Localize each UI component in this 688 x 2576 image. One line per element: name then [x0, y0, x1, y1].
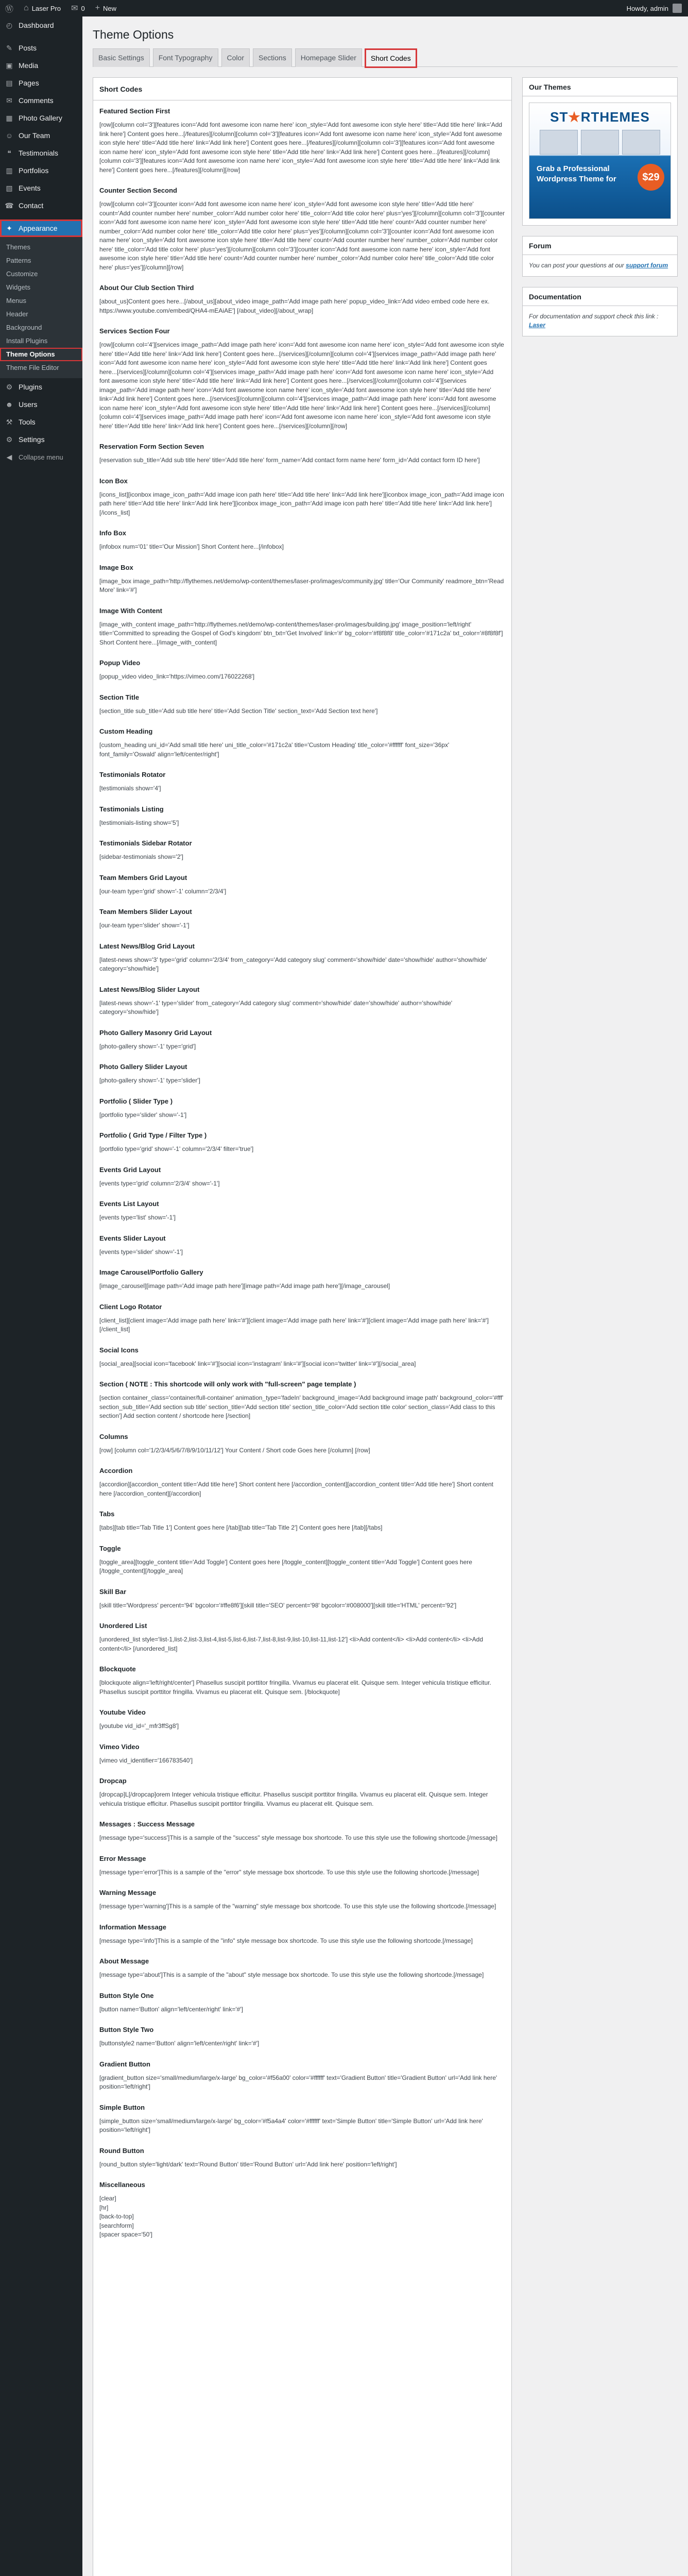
- documentation-link[interactable]: Laser: [529, 321, 546, 329]
- shortcode-item: [99, 1432, 505, 1455]
- shortcode-code[interactable]: [vimeo vid_identifier='166783540']: [99, 1756, 193, 1764]
- promo-price-badge: $29: [638, 164, 664, 191]
- menu-testimonials[interactable]: [0, 144, 82, 162]
- comments-count: 0: [81, 4, 85, 12]
- shortcode-code[interactable]: [client_list][client image='Add image path here' link='#'][client image='Add image path here' link='#'][client image='Add image path here' link='#'][/client_list]: [99, 1316, 489, 1333]
- menu-label: Events: [19, 184, 41, 192]
- promo-logo: [529, 109, 670, 125]
- shortcode-code[interactable]: [button name='Button' align='left/center/right' link='#']: [99, 2005, 243, 2013]
- shortcode-code[interactable]: [skill title='Wordpress' percent='94' bgcolor='#ffe8f6'][skill title='SEO' percent='98' bgcolor='#008000'][skill title='HTML' percent='92']: [99, 1601, 457, 1609]
- documentation-box: [522, 287, 678, 336]
- home-icon: ⌂: [24, 4, 29, 12]
- shortcode-code[interactable]: [row][column col='4'][services image_path='Add image path here' icon='Add font awesome icon name here' icon_style='Add font awesome icon style here' title='Add title here' link='Add link here'] Content goes here...[/services][/column][column col='4'][services image_path='Add image path here' icon='Add font awesome icon name here' icon_style='Add font awesome icon style here' title='Add title here' link='Add link here'] Content goes here...[/services][/column][column col='4'][services image_path='Add image path here' icon='Add font awesome icon name here' icon_style='Add font awesome icon style here' title='Add title here' link='Add link here'] Content goes here...[/services][/column][column col='4'][services image_path='Add image path here' icon='Add font awesome icon name here' icon_style='Add font awesome icon style here' title='Add title here' link='Add link here'] Content goes here...[/services][/column][column col='4'][services image_path='Add image path here' icon='Add font awesome icon name here' icon_style='Add font awesome icon style here' title='Add title here' link='Add link here'] Content goes here...[/services][/column][column col='4'][services image_path='Add image path here' icon='Add font awesome icon name here' icon_style='Add font awesome icon style here' title='Add title here' link='Add link here'] Content goes here...[/services][/column][/row]: [99, 341, 504, 430]
- shortcode-item: [99, 1621, 505, 1653]
- shortcode-item: [99, 1346, 505, 1369]
- shortcode-item: [99, 563, 505, 595]
- submenu-menus[interactable]: Menus: [6, 297, 27, 304]
- forum-description: You can post your questions at our: [529, 262, 624, 269]
- shortcode-item: [99, 1665, 505, 1697]
- star-icon: ★: [568, 109, 581, 125]
- shortcode-code[interactable]: [about_us]Content goes here...[/about_us][about_video image_path='Add image path here' popup_video_link='Add video embed code here ex. https://www.youtube.com/embed/QHA4-mEAiAE'] [/about_video][/about_wrap]: [99, 298, 490, 314]
- shortcode-label: Warning Message: [99, 1889, 157, 1896]
- shortcode-item: [99, 442, 505, 465]
- shortcode-item: [99, 1199, 505, 1223]
- pages-icon: ▤: [6, 78, 13, 87]
- menu-photo-gallery[interactable]: [0, 109, 82, 127]
- shortcode-item: [99, 186, 505, 272]
- panel-title: Short Codes: [93, 78, 511, 100]
- shortcode-label: Button Style One: [99, 1991, 154, 1999]
- shortcode-label: Image Carousel/Portfolio Gallery: [99, 1268, 203, 1276]
- shortcode-label: Vimeo Video: [99, 1742, 140, 1751]
- menu-comments[interactable]: [0, 92, 82, 109]
- shortcode-label: Image With Content: [99, 606, 162, 615]
- shortcode-label: Skill Bar: [99, 1587, 127, 1596]
- shortcode-item: [99, 1234, 505, 1257]
- shortcode-code[interactable]: [latest-news show='3' type='grid' column='2/3/4' from_category='Add category slug' comment='show/hide' date='show/hide' author='show/hide' category='show/hide']: [99, 956, 487, 972]
- shortcode-item: [99, 873, 505, 896]
- shortcode-code[interactable]: [buttonstyle2 name='Button' align='left/center/right' link='#']: [99, 2040, 260, 2047]
- shortcode-item: [99, 107, 505, 175]
- new-label: New: [103, 4, 117, 12]
- shortcode-item: [99, 770, 505, 793]
- shortcode-code[interactable]: [row][column col='3'][features icon='Add font awesome icon name here' icon_style='Add font awesome icon style here' title='Add title here' link='Add link here'] Content goes here...[/features][/column][column col='3'][features icon='Add font awesome icon name here' icon_style='Add font awesome icon style here' title='Add title here' link='Add link here'] Content goes here...[/features][/column][column col='3'][features icon='Add font awesome icon name here' icon_style='Add font awesome icon style here' title='Add title here' link='Add link here'] Content goes here...[/features][/column][column col='3'][features icon='Add font awesome icon name here' icon_style='Add font awesome icon style here' title='Add title here' link='Add link here'] Content goes here...[/features][/column][/row]: [99, 121, 503, 174]
- wordpress-menu[interactable]: [0, 0, 19, 16]
- main-content: [82, 16, 688, 2576]
- submenu-widgets[interactable]: Widgets: [6, 283, 30, 291]
- menu-dashboard[interactable]: [0, 16, 82, 34]
- shortcode-code[interactable]: [gradient_button size='small/medium/large/x-large' bg_color='#f56a00' color='#ffffff' text='Gradient Button' title='Gradient Button' url='Add link here' position='left/right']: [99, 2074, 497, 2090]
- shortcode-item: [99, 283, 505, 315]
- shortcode-label: About Our Club Section Third: [99, 284, 194, 292]
- shortcode-item: [99, 693, 505, 716]
- site-name-menu[interactable]: [19, 0, 66, 16]
- shortcode-label: Events Grid Layout: [99, 1165, 161, 1174]
- shortcode-item: [99, 1820, 505, 1843]
- shortcode-label: Unordered List: [99, 1622, 147, 1630]
- box-title: Forum: [523, 236, 677, 255]
- users-icon: ☻: [5, 400, 13, 409]
- collapse-menu-button[interactable]: [0, 448, 82, 466]
- shortcode-label: Testimonials Sidebar Rotator: [99, 839, 192, 847]
- logo-text: ST: [550, 109, 569, 125]
- shortcode-label: Services Section Four: [99, 327, 170, 335]
- logo-text: RTHEMES: [580, 109, 650, 125]
- shortcode-label: Miscellaneous: [99, 2181, 145, 2189]
- contact-icon: ☎: [5, 201, 14, 210]
- shortcode-code[interactable]: [our-team type='slider' show='-1']: [99, 922, 190, 929]
- menu-settings[interactable]: [0, 431, 82, 448]
- menu-label: Tools: [19, 418, 36, 426]
- shortcode-label: Latest News/Blog Slider Layout: [99, 985, 200, 993]
- tab-sections[interactable]: Sections: [253, 48, 292, 67]
- shortcode-item: [99, 606, 505, 648]
- shortcode-label: Section Title: [99, 693, 140, 701]
- shortcode-item: [99, 1888, 505, 1911]
- plus-icon: +: [95, 4, 100, 12]
- shortcode-code[interactable]: [popup_video video_link='https://vimeo.com/176022268']: [99, 673, 255, 680]
- shortcode-label: Youtube Video: [99, 1708, 146, 1716]
- shortcode-item: [99, 1510, 505, 1533]
- shortcode-label: Photo Gallery Slider Layout: [99, 1063, 187, 1071]
- shortcode-label: Events List Layout: [99, 1200, 159, 1208]
- menu-pages[interactable]: [0, 74, 82, 92]
- shortcode-code[interactable]: [simple_button size='small/medium/large/x-large' bg_color='#f5a4a4' color='#ffffff' text='Simple Button' title='Simple Button' url='Add link here' position='left/right']: [99, 2117, 483, 2133]
- shortcode-item: [99, 805, 505, 828]
- wordpress-icon: Ⓦ: [5, 5, 14, 14]
- shortcode-code[interactable]: [testimonials show='4']: [99, 785, 161, 792]
- menu-label: Pages: [19, 79, 39, 87]
- menu-posts[interactable]: [0, 39, 82, 57]
- portfolio-icon: ▥: [6, 166, 13, 175]
- menu-label: Appearance: [19, 224, 58, 232]
- shortcode-item: [99, 1991, 505, 2014]
- admin-bar: [0, 0, 688, 16]
- shortcode-item: [99, 529, 505, 552]
- avatar: [673, 4, 682, 13]
- menu-contact[interactable]: [0, 197, 82, 214]
- shortcode-label: Events Slider Layout: [99, 1234, 166, 1242]
- menu-label: Settings: [19, 435, 45, 444]
- shortcode-code[interactable]: [round_button style='light/dark' text='Round Button' title='Round Button' url='Add link here' position='left/right']: [99, 2160, 397, 2168]
- shortcode-list: [93, 100, 511, 2240]
- menu-label: Our Team: [19, 131, 50, 140]
- shortcode-code[interactable]: [portfolio type='slider' show='-1']: [99, 1111, 187, 1118]
- shortcode-code[interactable]: [custom_heading uni_id='Add small title here' uni_title_color='#171c2a' title='Custom Heading' title_color='#ffffff' font_size='36px' font_family='Oswald' align='left/center/right']: [99, 741, 450, 758]
- promo-text: Grab a Professional Wordpress Theme for: [537, 164, 616, 183]
- submenu-header[interactable]: Header: [6, 310, 28, 318]
- shortcode-label: Toggle: [99, 1544, 121, 1552]
- shortcode-code[interactable]: [dropcap]L[/dropcap]orem Integer vehicula tristique efficitur. Phasellus suscipit porttitor fringilla. Vivamus eu placerat elit. Quisque sem. Integer vehicula tristique efficitur. Phasellus suscipit porttitor fringilla. Vivamus eu placerat elit. Quisque sem.: [99, 1791, 488, 1807]
- shortcode-code[interactable]: [clear] [hr] [back-to-top] [searchform] [spacer space='50']: [99, 2195, 152, 2238]
- shortcode-code[interactable]: [section_title sub_title='Add sub title here' title='Add Section Title' section_text='Add Section text here']: [99, 707, 378, 715]
- shortcode-item: [99, 1708, 505, 1731]
- posts-icon: ✎: [6, 43, 12, 52]
- menu-label: Comments: [19, 96, 54, 105]
- box-title: Documentation: [523, 287, 677, 306]
- comments-menu[interactable]: [66, 0, 90, 16]
- appearance-icon: ✦: [6, 224, 12, 232]
- shortcode-label: Simple Button: [99, 2103, 145, 2111]
- comments-icon: ✉: [6, 96, 12, 105]
- options-tabs: [93, 48, 678, 67]
- submenu-patterns[interactable]: Patterns: [6, 257, 31, 264]
- themes-promo-banner[interactable]: [529, 103, 671, 219]
- tab-basic-settings[interactable]: Basic Settings: [93, 48, 150, 67]
- shortcode-label: Dropcap: [99, 1777, 127, 1785]
- shortcode-item: [99, 1957, 505, 1980]
- shortcode-item: [99, 1544, 505, 1576]
- shortcode-code[interactable]: [portfolio type='grid' show='-1' column='2/3/4' filter='true']: [99, 1145, 254, 1153]
- shortcode-label: Info Box: [99, 529, 126, 537]
- shortcode-code[interactable]: [events type='list' show='-1']: [99, 1214, 176, 1221]
- documentation-description: For documentation and support check this link :: [529, 313, 659, 320]
- shortcode-code[interactable]: [toggle_area][toggle_content title='Add Toggle'] Content goes here [/toggle_content][toggle_content title='Add Toggle'] Content goes here [/toggle_content][/toggle_area]: [99, 1558, 472, 1574]
- shortcode-code[interactable]: [message type='success']This is a sample of the "success" style message box shortcode. To use this style use the following shortcode.[/message]: [99, 1834, 497, 1841]
- menu-label: Photo Gallery: [19, 114, 62, 122]
- menu-users[interactable]: [0, 396, 82, 413]
- shortcode-item: [99, 1131, 505, 1154]
- menu-media[interactable]: [0, 57, 82, 74]
- menu-our-team[interactable]: [0, 127, 82, 144]
- submenu-theme-file-editor[interactable]: Theme File Editor: [6, 364, 59, 371]
- shortcode-code[interactable]: [tabs][tab title='Tab Title 1'] Content goes here [/tab][tab title='Tab Title 2'] Content goes here [/tab][/tabs]: [99, 1524, 383, 1531]
- shortcode-label: Gradient Button: [99, 2060, 150, 2068]
- shortcode-label: Latest News/Blog Grid Layout: [99, 942, 195, 950]
- shortcode-label: Testimonials Rotator: [99, 771, 166, 778]
- forum-text: [523, 255, 677, 276]
- shortcode-code[interactable]: [blockquote align='left/right/center'] Phasellus suscipit porttitor fringilla. Vivamus eu placerat elit. Quisque sem. Integer vehicula tristique efficitur. Phasellus suscipit porttitor fringilla. Vivamus eu placerat elit. Quisque sem. [/blockquote]: [99, 1679, 491, 1696]
- shortcode-label: About Message: [99, 1957, 149, 1965]
- shortcode-item: [99, 907, 505, 930]
- menu-label: Users: [19, 400, 38, 409]
- shortcode-code[interactable]: [testimonials-listing show='5']: [99, 819, 179, 826]
- documentation-text: [523, 306, 677, 336]
- shortcode-item: [99, 477, 505, 518]
- shortcode-label: Messages : Success Message: [99, 1820, 195, 1828]
- shortcode-code[interactable]: [photo-gallery show='-1' type='slider']: [99, 1077, 200, 1084]
- collapse-icon: ◀: [6, 452, 12, 461]
- shortcode-item: [99, 1165, 505, 1189]
- shortcode-code[interactable]: [image_with_content image_path='http://flythemes.net/demo/wp-content/themes/laser-pro/images/building.jpg' image_position='left/right' title='Committed to spreading the Gospel of God's kingdom' btn_txt='Get Involved' link='#' bg_color='#f8f8f8' title_color='#171c2a' txt_color='#8f8f8f'] Short Content here...[/image_with_content]: [99, 620, 503, 646]
- shortcode-item: [99, 1302, 505, 1334]
- shortcode-label: Reservation Form Section Seven: [99, 443, 204, 450]
- shortcode-code[interactable]: [our-team type='grid' show='-1' column='2/3/4']: [99, 887, 227, 895]
- menu-tools[interactable]: [0, 413, 82, 431]
- shortcode-item: [99, 1587, 505, 1611]
- shortcode-code[interactable]: [message type='error']This is a sample of the "error" style message box shortcode. To use this style use the following shortcode.[/message]: [99, 1868, 479, 1876]
- shortcode-item: [99, 1097, 505, 1120]
- shortcode-label: Testimonials Listing: [99, 805, 164, 813]
- shortcode-label: Information Message: [99, 1923, 167, 1931]
- shortcode-label: Social Icons: [99, 1346, 139, 1354]
- shortcode-label: Popup Video: [99, 659, 141, 667]
- account-menu[interactable]: [627, 4, 688, 13]
- shortcode-item: [99, 1380, 505, 1421]
- greeting: Howdy, admin: [626, 4, 668, 12]
- submenu-customize[interactable]: Customize: [6, 270, 38, 278]
- our-themes-box: [522, 77, 678, 226]
- shortcode-code[interactable]: [row] [column col='1/2/3/4/5/6/7/8/9/10/11/12'] Your Content / Short code Goes here [/column] [/row]: [99, 1446, 370, 1454]
- dashboard-icon: ◴: [6, 21, 13, 29]
- new-content-menu[interactable]: [90, 0, 122, 16]
- tab-font-typography[interactable]: Font Typography: [153, 48, 218, 67]
- plugins-icon: ⚙: [6, 382, 13, 391]
- shortcode-code[interactable]: [youtube vid_id='_mfr3ffSg8']: [99, 1722, 179, 1730]
- shortcode-label: Featured Section First: [99, 107, 170, 115]
- shortcode-code[interactable]: [message type='info']This is a sample of the "info" style message box shortcode. To use this style use the following shortcode.[/message]: [99, 1937, 473, 1944]
- shortcode-code[interactable]: [row][column col='3'][counter icon='Add font awesome icon name here' icon_style='Add font awesome icon style here' title='Add title here' count='Add counter number here' number_color='Add number color here' title_color='Add title color here' plus='yes'][/column][column col='3'][counter icon='Add font awesome icon name here' icon_style='Add font awesome icon style here' title='Add title here' count='Add counter number here' number_color='Add number color here' title_color='Add title color here' plus='yes'][/column][column col='3'][counter icon='Add font awesome icon name here' icon_style='Add font awesome icon style here' title='Add title here' count='Add counter number here' number_color='Add number color here' title_color='Add title color here' plus='yes'][/column][column col='3'][counter icon='Add font awesome icon name here' icon_style='Add font awesome icon style here' title='Add title here' count='Add counter number here' number_color='Add number color here' title_color='Add title color here' plus='yes'][/column][/row]: [99, 200, 505, 271]
- shortcode-code[interactable]: [image_carousel][image path='Add image path here'][image path='Add image path here'][/image_carousel]: [99, 1282, 390, 1290]
- shortcode-label: Accordion: [99, 1467, 133, 1475]
- shortcode-label: Round Button: [99, 2146, 144, 2155]
- menu-label: Posts: [19, 44, 37, 52]
- shortcode-item: [99, 839, 505, 862]
- menu-label: Collapse menu: [19, 453, 63, 461]
- shortcode-code[interactable]: [sidebar-testimonials show='2']: [99, 853, 183, 860]
- forum-box: [522, 236, 678, 277]
- shortcode-item: [99, 327, 505, 431]
- shortcode-item: [99, 1268, 505, 1291]
- menu-label: Media: [19, 61, 39, 70]
- shortcode-code[interactable]: [image_box image_path='http://flythemes.net/demo/wp-content/themes/laser-pro/images/community.jpg' title='Our Community' readmore_btn='Read More' link='#']: [99, 577, 504, 594]
- shortcode-item: [99, 1776, 505, 1808]
- quote-icon: ❝: [7, 148, 11, 157]
- shortcode-label: Icon Box: [99, 477, 128, 485]
- admin-sidebar: [0, 16, 82, 2576]
- shortcode-label: Client Logo Rotator: [99, 1302, 162, 1311]
- menu-portfolios[interactable]: [0, 162, 82, 179]
- shortcode-item: [99, 1854, 505, 1877]
- shortcode-label: Tabs: [99, 1510, 115, 1518]
- shortcode-item: [99, 1466, 505, 1498]
- menu-label: Dashboard: [19, 21, 54, 29]
- box-title: Our Themes: [523, 78, 677, 96]
- media-icon: ▣: [6, 61, 13, 70]
- site-name: Laser Pro: [31, 4, 61, 12]
- team-icon: ☺: [5, 131, 13, 140]
- shortcode-label: Portfolio ( Slider Type ): [99, 1097, 173, 1105]
- shortcode-label: Team Members Slider Layout: [99, 908, 192, 916]
- shortcode-label: Team Members Grid Layout: [99, 873, 187, 882]
- shortcode-item: [99, 1028, 505, 1052]
- right-column: [522, 77, 678, 2576]
- settings-icon: ⚙: [6, 435, 13, 444]
- shortcode-code[interactable]: [unordered_list style='list-1,list-2,list-3,list-4,list-5,list-6,list-7,list-8,list-9,list-10,list-11,list-12'] <li>Add content</li> <li>Add content</li> <li>Add content</li> [/unordered_list]: [99, 1636, 484, 1652]
- shortcode-label: Section ( NOTE : This shortcode will only work with "full-screen" page template ): [99, 1380, 356, 1388]
- tab-homepage-slider[interactable]: Homepage Slider: [295, 48, 362, 67]
- shortcode-label: Portfolio ( Grid Type / Filter Type ): [99, 1131, 207, 1139]
- menu-label: Plugins: [19, 383, 42, 391]
- comment-icon: ✉: [71, 4, 78, 13]
- shortcode-item: [99, 727, 505, 759]
- shortcode-label: Columns: [99, 1432, 128, 1440]
- short-codes-panel: [93, 77, 512, 2576]
- shortcode-item: [99, 1062, 505, 1086]
- shortcode-item: [99, 2180, 505, 2240]
- shortcode-item: [99, 1923, 505, 1946]
- shortcode-label: Button Style Two: [99, 2026, 154, 2033]
- shortcode-code[interactable]: [icons_list][iconbox image_icon_path='Add image icon path here' title='Add title here' link='Add link here'][iconbox image_icon_path='Add image icon path here' title='Add title here' link='Add link here'][iconbox image_icon_path='Add image icon path here' title='Add title here' link='Add link here'][/icons_list]: [99, 490, 504, 516]
- page-title: Theme Options: [93, 28, 174, 41]
- shortcode-item: [99, 2060, 505, 2092]
- shortcode-code[interactable]: [message type='warning']This is a sample of the "warning" style message box shortcode. To use this style use the following shortcode.[/message]: [99, 1903, 496, 1910]
- promo-screenshots: [540, 130, 660, 155]
- shortcode-label: Counter Section Second: [99, 187, 177, 194]
- shortcode-label: Photo Gallery Masonry Grid Layout: [99, 1028, 212, 1037]
- shortcode-code[interactable]: [infobox num='01' title='Our Mission'] Short Content here...[/infobox]: [99, 543, 284, 550]
- tab-short-codes[interactable]: Short Codes: [365, 49, 417, 67]
- shortcode-code[interactable]: [latest-news show='-1' type='slider' from_category='Add category slug' comment='show/hide' date='show/hide' author='show/hide' category='show/hide']: [99, 999, 453, 1015]
- shortcode-item: [99, 2103, 505, 2135]
- tools-icon: ⚒: [6, 417, 13, 426]
- support-forum-link[interactable]: support forum: [626, 262, 668, 269]
- shortcode-label: Blockquote: [99, 1665, 136, 1673]
- submenu-themes[interactable]: Themes: [6, 243, 30, 251]
- shortcode-code[interactable]: [events type='slider' show='-1']: [99, 1248, 183, 1256]
- shortcode-item: [99, 985, 505, 1017]
- menu-label: Contact: [19, 201, 44, 210]
- shortcode-item: [99, 942, 505, 974]
- shortcode-code[interactable]: [accordion][accordion_content title='Add title here'] Short content here [/accordion_content][accordion_content title='Add title here'] Short content here [/accordion_content][/accordion]: [99, 1481, 493, 1497]
- tab-color[interactable]: Color: [221, 48, 250, 67]
- submenu-theme-options[interactable]: Theme Options: [0, 348, 82, 361]
- appearance-submenu: [0, 237, 82, 378]
- shortcode-label: Error Message: [99, 1854, 146, 1862]
- submenu-install-plugins[interactable]: Install Plugins: [6, 337, 48, 345]
- shortcode-label: Custom Heading: [99, 727, 153, 735]
- shortcode-code[interactable]: [message type='about']This is a sample of the "about" style message box shortcode. To use this style use the following shortcode.[/message]: [99, 1971, 484, 1978]
- shortcode-code[interactable]: [events type='grid' column='2/3/4' show='-1']: [99, 1179, 220, 1187]
- shortcode-item: [99, 2146, 505, 2170]
- shortcode-code[interactable]: [section container_class='container/full-container' animation_type='fadeIn' background_image='Add background image path' background_color='#fff' section_sub_title='Add section sub title' section_title='Add section title' section_title_color='Add section title color' section_class='Add class to this section'] Add section content / shortcode here [/section]: [99, 1394, 504, 1419]
- shortcode-item: [99, 2025, 505, 2048]
- menu-label: Portfolios: [19, 166, 49, 175]
- shortcode-code[interactable]: [photo-gallery show='-1' type='grid']: [99, 1042, 196, 1050]
- menu-label: Testimonials: [19, 149, 59, 157]
- menu-events[interactable]: [0, 179, 82, 197]
- shortcode-code[interactable]: [social_area][social icon='facebook' link='#'][social icon='instagram' link='#'][social icon='twitter' link='#'][/social_area]: [99, 1360, 416, 1367]
- submenu-background[interactable]: Background: [6, 324, 42, 331]
- menu-plugins[interactable]: [0, 378, 82, 396]
- shortcode-item: [99, 658, 505, 682]
- gallery-icon: ▦: [6, 113, 13, 122]
- shortcode-item: [99, 1742, 505, 1766]
- shortcode-code[interactable]: [reservation sub_title='Add sub title here' title='Add title here' form_name='Add contact form name here' form_id='Add contact form ID here']: [99, 456, 480, 464]
- menu-appearance[interactable]: [0, 219, 82, 237]
- events-icon: ▧: [6, 183, 13, 192]
- shortcode-label: Image Box: [99, 563, 133, 571]
